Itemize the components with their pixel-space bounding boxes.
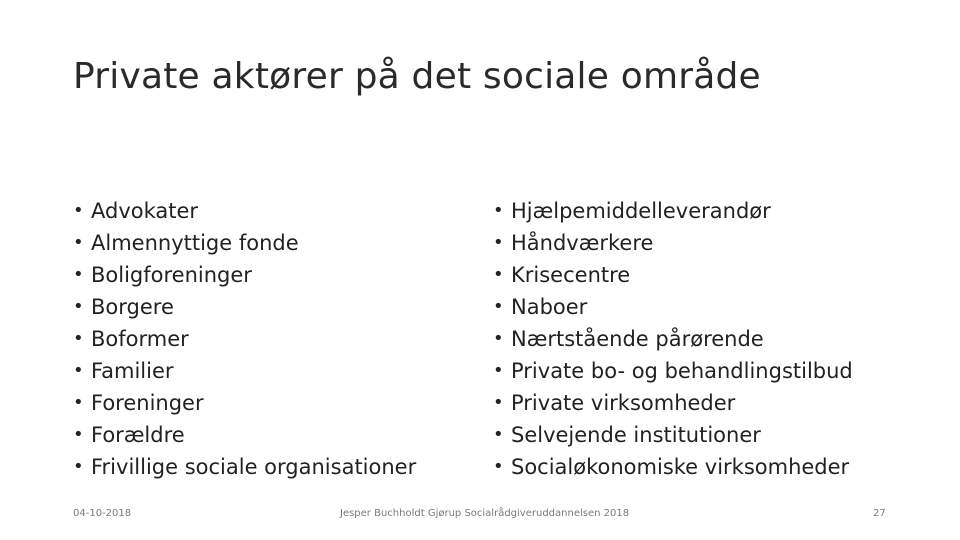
list-item: • Hjælpemiddelleverandør bbox=[493, 195, 853, 227]
list-item: • Boligforeninger bbox=[73, 259, 416, 291]
footer-author: Jesper Buchholdt Gjørup Socialrådgiveruddannelsen 2018 bbox=[340, 508, 630, 519]
footer-date: 04-10-2018 bbox=[73, 508, 132, 519]
left-bullet-list bbox=[73, 195, 416, 483]
list-item: • Private virksomheder bbox=[493, 387, 853, 419]
list-item: • Private bo- og behandlingstilbud bbox=[493, 355, 853, 387]
list-item: • Almennyttige fonde bbox=[73, 227, 416, 259]
list-item: • Nærtstående pårørende bbox=[493, 323, 853, 355]
list-item: • Krisecentre bbox=[493, 259, 853, 291]
list-item: • Familier bbox=[73, 355, 416, 387]
list-item: • Boformer bbox=[73, 323, 416, 355]
list-item: • Advokater bbox=[73, 195, 416, 227]
list-item: • Selvejende institutioner bbox=[493, 419, 853, 451]
list-item: • Naboer bbox=[493, 291, 853, 323]
list-item: • Forældre bbox=[73, 419, 416, 451]
list-item: • Borgere bbox=[73, 291, 416, 323]
footer-page-number: 27 bbox=[873, 508, 886, 519]
list-item: • Håndværkere bbox=[493, 227, 853, 259]
slide-title: Private aktører på det sociale område bbox=[73, 56, 761, 97]
list-item: • Socialøkonomiske virksomheder bbox=[493, 451, 853, 483]
list-item: • Frivillige sociale organisationer bbox=[73, 451, 416, 483]
right-bullet-list bbox=[493, 195, 853, 483]
list-item: • Foreninger bbox=[73, 387, 416, 419]
